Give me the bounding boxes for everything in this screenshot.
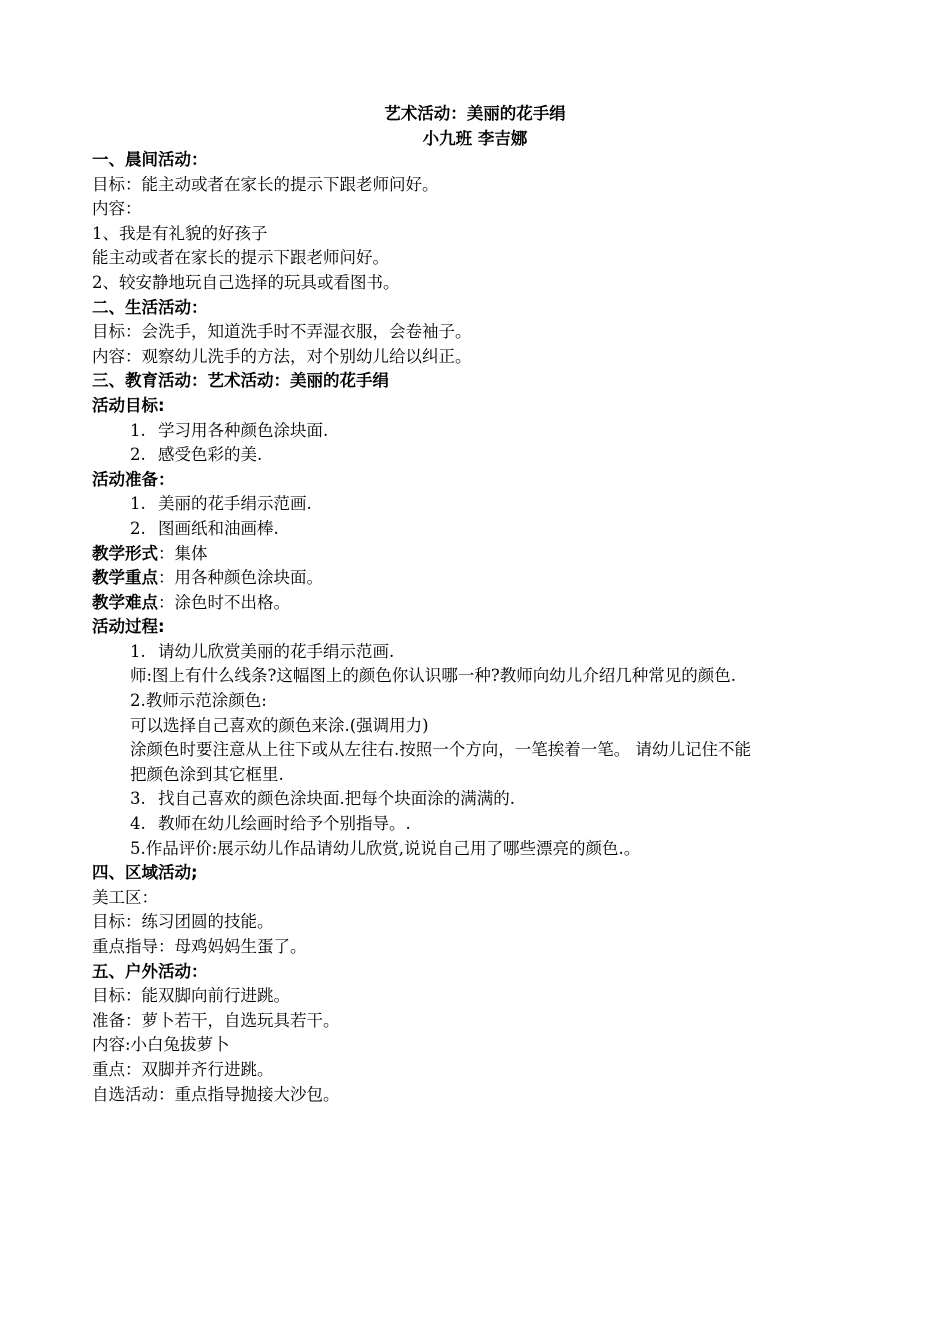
morning-item-1: 1、我是有礼貌的好孩子 bbox=[92, 223, 268, 243]
section-heading-life: 二、生活活动： bbox=[92, 297, 208, 317]
list-text: 找自己喜欢的颜色涂块面.把每个块面涂的满满的. bbox=[158, 789, 515, 809]
list-number: 4. bbox=[130, 814, 146, 834]
list-text: 学习用各种颜色涂块面. bbox=[158, 420, 329, 440]
life-content: 内容：观察幼儿洗手的方法，对个别幼儿给以纠正。 bbox=[92, 346, 472, 366]
process-step-2-c: 把颜色涂到其它框里. bbox=[130, 764, 284, 784]
morning-goal: 目标：能主动或者在家长的提示下跟老师问好。 bbox=[92, 174, 439, 194]
teaching-difficulty-label: 教学难点 bbox=[92, 592, 158, 612]
document-title: 艺术活动：美丽的花手绢 bbox=[384, 104, 566, 123]
process-step-2: 2.教师示范涂颜色: bbox=[130, 691, 267, 711]
teaching-key-label: 教学重点 bbox=[92, 568, 158, 588]
teaching-key-point bbox=[92, 566, 892, 591]
teaching-form bbox=[92, 542, 892, 567]
list-text: 请幼儿欣赏美丽的花手绢示范画. bbox=[158, 641, 395, 661]
list-text: 感受色彩的美. bbox=[158, 445, 263, 465]
process-step-1-teacher: 师:图上有什么线条?这幅图上的颜色你认识哪一种?教师向幼儿介绍几种常见的颜色. bbox=[130, 666, 736, 686]
education-process-label: 活动过程: bbox=[92, 617, 165, 637]
list-number: 2. bbox=[130, 518, 146, 538]
education-prep-item bbox=[92, 517, 892, 542]
list-number: 3. bbox=[130, 789, 146, 809]
document-subtitle: 小九班 李吉娜 bbox=[422, 129, 528, 148]
teaching-difficulty-value: ：涂色时不出格。 bbox=[158, 592, 290, 612]
area-key: 重点指导：母鸡妈妈生蛋了。 bbox=[92, 937, 307, 956]
teaching-key-value: ：用各种颜色涂块面。 bbox=[158, 568, 323, 588]
process-step-5: 5.作品评价:展示幼儿作品请幼儿欣赏,说说自己用了哪些漂亮的颜色.。 bbox=[130, 838, 641, 858]
list-number: 1. bbox=[130, 494, 146, 514]
process-step-3 bbox=[92, 787, 892, 812]
document-body bbox=[92, 148, 892, 1107]
list-text: 美丽的花手绢示范画. bbox=[158, 494, 312, 514]
education-goal-item bbox=[92, 419, 892, 444]
teaching-form-value: ：集体 bbox=[158, 543, 208, 563]
outdoor-goal: 目标：能双脚向前行进跳。 bbox=[92, 986, 290, 1006]
education-goal-item bbox=[92, 443, 892, 468]
process-step-2-b: 涂颜色时要注意从上往下或从左往右.按照一个方向，一笔挨着一笔。 请幼儿记住不能 bbox=[130, 740, 751, 760]
section-heading-outdoor: 五、户外活动： bbox=[92, 961, 208, 981]
teaching-form-label: 教学形式 bbox=[92, 543, 158, 563]
morning-item-2: 2、较安静地玩自己选择的玩具或看图书。 bbox=[92, 272, 400, 292]
area-zone: 美工区： bbox=[92, 887, 158, 907]
section-heading-morning: 一、晨间活动： bbox=[92, 150, 208, 169]
outdoor-content: 内容:小白兔拔萝卜 bbox=[92, 1035, 230, 1055]
list-number: 1. bbox=[130, 641, 146, 661]
process-step-2-a: 可以选择自己喜欢的颜色来涂.(强调用力) bbox=[130, 715, 429, 735]
list-text: 教师在幼儿绘画时给予个别指导。. bbox=[158, 814, 411, 834]
section-heading-area: 四、区域活动; bbox=[92, 863, 198, 883]
list-number: 1. bbox=[130, 420, 146, 440]
outdoor-prep: 准备：萝卜若干，自选玩具若干。 bbox=[92, 1010, 340, 1030]
area-goal: 目标：练习团圆的技能。 bbox=[92, 912, 274, 932]
education-prep-label: 活动准备： bbox=[92, 469, 175, 489]
morning-content-label: 内容： bbox=[92, 199, 142, 219]
education-goals-label: 活动目标: bbox=[92, 395, 165, 415]
process-step-4 bbox=[92, 812, 892, 837]
list-text: 图画纸和油画棒. bbox=[158, 518, 279, 538]
outdoor-key: 重点：双脚并齐行进跳。 bbox=[92, 1059, 274, 1079]
life-goal: 目标：会洗手，知道洗手时不弄湿衣服，会卷袖子。 bbox=[92, 322, 472, 342]
outdoor-free: 自选活动：重点指导抛接大沙包。 bbox=[92, 1084, 340, 1104]
section-heading-education: 三、教育活动：艺术活动：美丽的花手绢 bbox=[92, 371, 389, 391]
teaching-difficulty bbox=[92, 591, 892, 616]
process-step-1 bbox=[92, 640, 892, 665]
list-number: 2. bbox=[130, 445, 146, 465]
morning-item-1-desc: 能主动或者在家长的提示下跟老师问好。 bbox=[92, 248, 389, 268]
education-prep-item bbox=[92, 492, 892, 517]
